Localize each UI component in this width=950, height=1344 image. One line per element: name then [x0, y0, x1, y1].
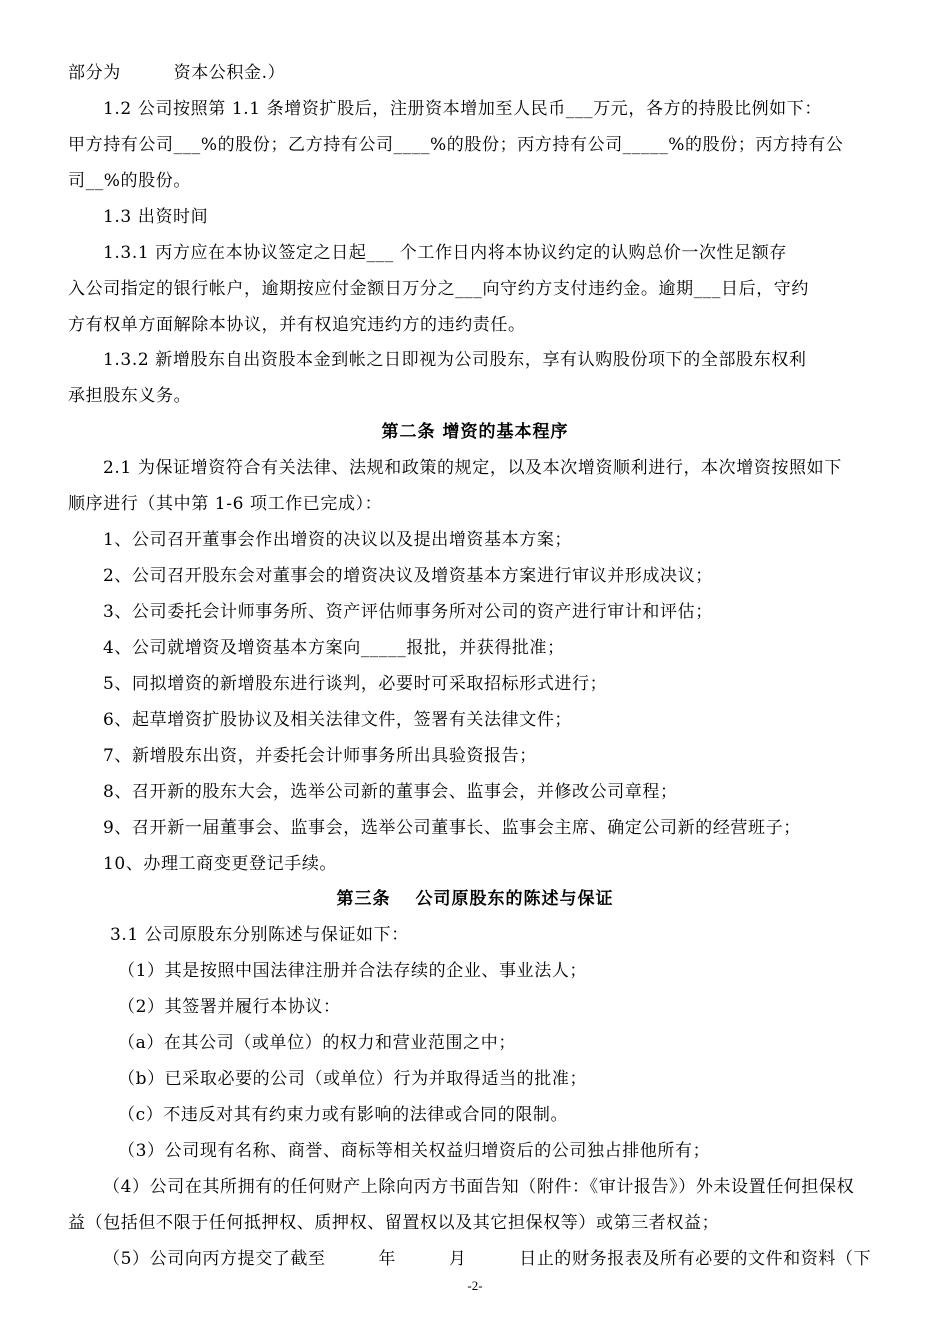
list-item: 9、召开新一届董事会、监事会，选举公司董事长、监事会主席、确定公司新的经营班子；: [103, 818, 801, 838]
text-line: 1.3 出资时间: [103, 207, 209, 227]
text-line: 方有权单方面解除本协议，并有权追究违约方的违约责任。: [68, 315, 526, 335]
text-line: 甲方持有公司___%的股份；乙方持有公司____%的股份；丙方持有公司_____%的股份；丙方持有公: [68, 135, 844, 155]
article-heading-3: 第三条 公司原股东的陈述与保证: [336, 889, 614, 909]
list-item: 10、办理工商变更登记手续。: [103, 854, 338, 874]
list-item: （2）其签署并履行本协议：: [118, 997, 341, 1017]
list-item: 6、起草增资扩股协议及相关法律文件，签署有关法律文件；: [103, 710, 573, 730]
text-line: 承担股东义务。: [68, 386, 192, 406]
list-item: （3）公司现有名称、商誉、商标等相关权益归增资后的公司独占排他所有；: [118, 1141, 711, 1161]
list-item: 7、新增股东出资，并委托会计师事务所出具验资报告；: [103, 746, 537, 766]
text-line: 3.1 公司原股东分别陈述与保证如下：: [110, 925, 409, 945]
text-line: 益（包括但不限于任何抵押权、质押权、留置权以及其它担保权等）或第三者权益；: [68, 1213, 720, 1233]
text-line: 部分为 资本公积金.）: [68, 63, 286, 83]
text-line: （4）公司在其所拥有的任何财产上除向丙方书面告知（附件：《审计报告》）外未设置任何担保权: [103, 1177, 855, 1197]
list-item: （1）其是按照中国法律注册并合法存续的企业、事业法人；: [118, 961, 588, 981]
text-line: 顺序进行（其中第 1-6 项工作已完成）：: [68, 494, 383, 514]
text-line: 1.3.2 新增股东自出资股本金到帐之日即视为公司股东，享有认购股份项下的全部股东权利: [103, 350, 807, 370]
page-number: -2-: [467, 1278, 483, 1293]
list-item: 3、公司委托会计师事务所、资产评估师事务所对公司的资产进行审计和评估；: [103, 602, 713, 622]
list-item: 8、召开新的股东大会，选举公司新的董事会、监事会，并修改公司章程；: [103, 782, 678, 802]
article-heading-2: 第二条 增资的基本程序: [381, 422, 569, 442]
list-item: 4、公司就增资及增资基本方案向_____报批，并获得批准；: [103, 638, 565, 658]
text-line: 2.1 为保证增资符合有关法律、法规和政策的规定，以及本次增资顺利进行，本次增资按照如下: [103, 458, 842, 478]
text-line: （5）公司向丙方提交了截至 年 月 日止的财务报表及所有必要的文件和资料（下: [103, 1249, 872, 1269]
list-item: （c）不违反对其有约束力或有影响的法律或合同的限制。: [118, 1105, 569, 1125]
text-line: 入公司指定的银行帐户，逾期按应付金额日万分之___向守约方支付违约金。逾期___日后，守约: [68, 279, 809, 299]
list-item: 5、同拟增资的新增股东进行谈判，必要时可采取招标形式进行；: [103, 674, 608, 694]
list-item: 1、公司召开董事会作出增资的决议以及提出增资基本方案；: [103, 530, 573, 550]
text-line: 1.3.1 丙方应在本协议签定之日起___ 个工作日内将本协议约定的认购总价一次性足额存: [103, 243, 787, 263]
list-item: 2、公司召开股东会对董事会的增资决议及增资基本方案进行审议并形成决议；: [103, 566, 713, 586]
list-item: （b）已采取必要的公司（或单位）行为并取得适当的批准；: [118, 1069, 588, 1089]
list-item: （a）在其公司（或单位）的权力和营业范围之中；: [118, 1033, 516, 1053]
text-line: 司__%的股份。: [68, 171, 191, 191]
text-line: 1.2 公司按照第 1.1 条增资扩股后，注册资本增加至人民币___万元，各方的持股比例如下：: [103, 99, 822, 119]
